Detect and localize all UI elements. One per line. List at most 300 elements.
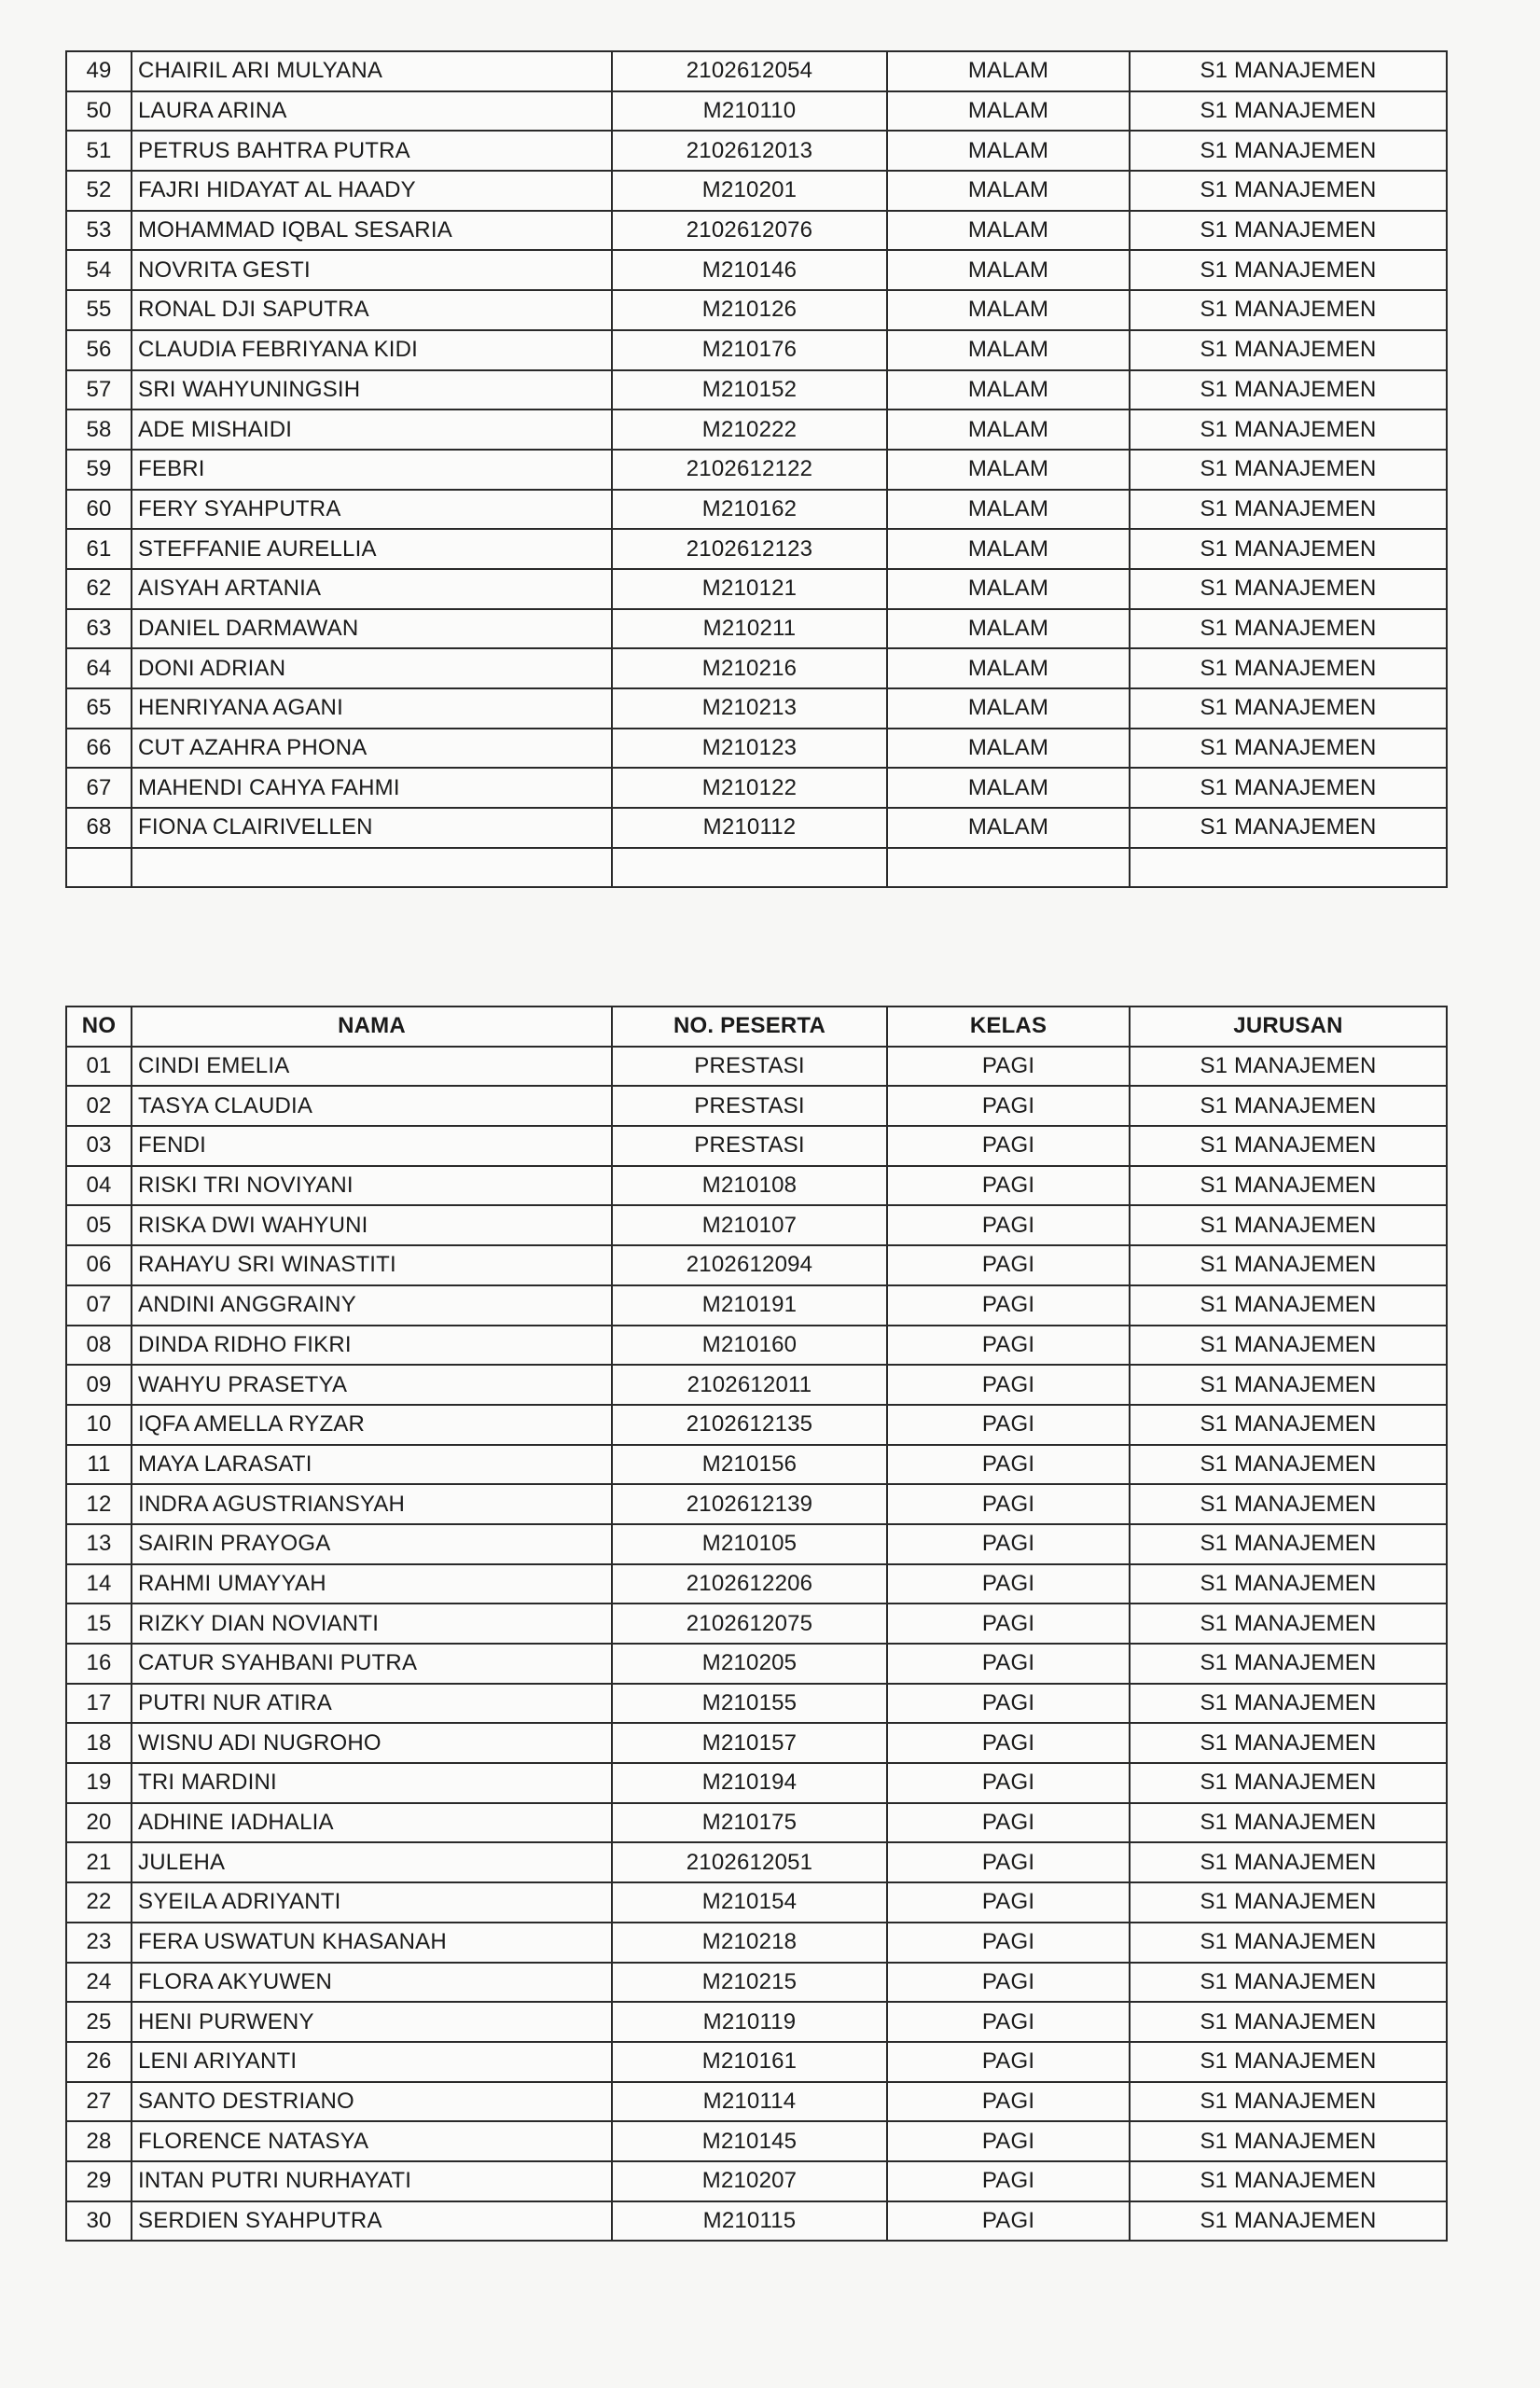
table-row [66, 1763, 1447, 1803]
row-number: 65 [66, 688, 132, 729]
class-session: PAGI [887, 1923, 1130, 1963]
class-session: PAGI [887, 2121, 1130, 2161]
participant-name [132, 848, 612, 888]
participant-name: CINDI EMELIA [132, 1047, 612, 1087]
study-program: S1 MANAJEMEN [1130, 1405, 1447, 1445]
table-row [66, 1126, 1447, 1166]
study-program: S1 MANAJEMEN [1130, 1882, 1447, 1923]
class-session: MALAM [887, 91, 1130, 132]
participant-name: IQFA AMELLA RYZAR [132, 1405, 612, 1445]
study-program: S1 MANAJEMEN [1130, 1963, 1447, 2003]
participant-name: RIZKY DIAN NOVIANTI [132, 1604, 612, 1644]
study-program: S1 MANAJEMEN [1130, 1763, 1447, 1803]
table-row [66, 688, 1447, 729]
class-session: MALAM [887, 51, 1130, 91]
participant-number [612, 848, 887, 888]
study-program: S1 MANAJEMEN [1130, 729, 1447, 769]
study-program: S1 MANAJEMEN [1130, 1285, 1447, 1326]
participant-number: 2102612076 [612, 211, 887, 251]
participant-number: 2102612013 [612, 131, 887, 171]
table-row [66, 2002, 1447, 2042]
study-program: S1 MANAJEMEN [1130, 450, 1447, 490]
participant-number: 2102612094 [612, 1245, 887, 1285]
participant-name: WAHYU PRASETYA [132, 1365, 612, 1405]
class-session: PAGI [887, 2002, 1130, 2042]
class-session [887, 848, 1130, 888]
table-row [66, 1803, 1447, 1843]
participant-name: FERA USWATUN KHASANAH [132, 1923, 612, 1963]
table-row [66, 1205, 1447, 1245]
participant-name: RISKI TRI NOVIYANI [132, 1166, 612, 1206]
study-program: S1 MANAJEMEN [1130, 1365, 1447, 1405]
row-number: 06 [66, 1245, 132, 1285]
table-row [66, 1723, 1447, 1763]
participant-number: M210145 [612, 2121, 887, 2161]
class-session: MALAM [887, 131, 1130, 171]
participant-name: FERY SYAHPUTRA [132, 490, 612, 530]
participant-number: M210222 [612, 410, 887, 450]
row-number: 16 [66, 1644, 132, 1684]
row-number: 02 [66, 1086, 132, 1126]
participant-name: FLORENCE NATASYA [132, 2121, 612, 2161]
participant-number: M210119 [612, 2002, 887, 2042]
table-row [66, 2121, 1447, 2161]
table-row [66, 51, 1447, 91]
row-number: 51 [66, 131, 132, 171]
class-session: MALAM [887, 290, 1130, 330]
class-session: MALAM [887, 768, 1130, 808]
row-number: 63 [66, 609, 132, 649]
row-number: 11 [66, 1445, 132, 1485]
class-session: MALAM [887, 330, 1130, 370]
table-row [66, 2082, 1447, 2122]
table-row [66, 1684, 1447, 1724]
study-program: S1 MANAJEMEN [1130, 2042, 1447, 2082]
header-no: NO [66, 1007, 132, 1047]
participant-number: 2102612011 [612, 1365, 887, 1405]
row-number: 55 [66, 290, 132, 330]
row-number: 64 [66, 648, 132, 688]
table-row [66, 1644, 1447, 1684]
study-program: S1 MANAJEMEN [1130, 1445, 1447, 1485]
class-session: MALAM [887, 808, 1130, 848]
participant-number: M210123 [612, 729, 887, 769]
participant-name: MAHENDI CAHYA FAHMI [132, 768, 612, 808]
study-program: S1 MANAJEMEN [1130, 2002, 1447, 2042]
participant-number: M210191 [612, 1285, 887, 1326]
row-number: 05 [66, 1205, 132, 1245]
study-program: S1 MANAJEMEN [1130, 131, 1447, 171]
participant-number: 2102612123 [612, 529, 887, 569]
participant-name: RAHAYU SRI WINASTITI [132, 1245, 612, 1285]
participant-number: M210126 [612, 290, 887, 330]
study-program: S1 MANAJEMEN [1130, 370, 1447, 410]
study-program: S1 MANAJEMEN [1130, 1205, 1447, 1245]
participant-number: M210205 [612, 1644, 887, 1684]
study-program: S1 MANAJEMEN [1130, 768, 1447, 808]
participant-name: CHAIRIL ARI MULYANA [132, 51, 612, 91]
class-session: MALAM [887, 569, 1130, 609]
class-session: PAGI [887, 1326, 1130, 1366]
row-number: 25 [66, 2002, 132, 2042]
study-program: S1 MANAJEMEN [1130, 1166, 1447, 1206]
participant-number: M210211 [612, 609, 887, 649]
study-program: S1 MANAJEMEN [1130, 1564, 1447, 1604]
participant-name: LAURA ARINA [132, 91, 612, 132]
class-session: MALAM [887, 250, 1130, 290]
row-number [66, 848, 132, 888]
study-program: S1 MANAJEMEN [1130, 490, 1447, 530]
row-number: 58 [66, 410, 132, 450]
header-nama: NAMA [132, 1007, 612, 1047]
study-program: S1 MANAJEMEN [1130, 211, 1447, 251]
participant-number: M210155 [612, 1684, 887, 1724]
participant-name: AISYAH ARTANIA [132, 569, 612, 609]
class-session: MALAM [887, 729, 1130, 769]
row-number: 56 [66, 330, 132, 370]
class-session: MALAM [887, 688, 1130, 729]
participant-number: M210115 [612, 2201, 887, 2242]
study-program: S1 MANAJEMEN [1130, 609, 1447, 649]
table-row [66, 1604, 1447, 1644]
participant-number: M210215 [612, 1963, 887, 2003]
participant-number: M210216 [612, 648, 887, 688]
participant-name: SANTO DESTRIANO [132, 2082, 612, 2122]
participant-name: HENRIYANA AGANI [132, 688, 612, 729]
row-number: 10 [66, 1405, 132, 1445]
table-row [66, 1285, 1447, 1326]
participant-number: M210160 [612, 1326, 887, 1366]
study-program: S1 MANAJEMEN [1130, 1047, 1447, 1087]
class-session: PAGI [887, 1644, 1130, 1684]
table-row [66, 1564, 1447, 1604]
participant-number: M210156 [612, 1445, 887, 1485]
participant-name: DONI ADRIAN [132, 648, 612, 688]
class-session: PAGI [887, 2201, 1130, 2242]
table-row [66, 1245, 1447, 1285]
study-program: S1 MANAJEMEN [1130, 1684, 1447, 1724]
row-number: 67 [66, 768, 132, 808]
participant-number: 2102612122 [612, 450, 887, 490]
participant-name: RONAL DJI SAPUTRA [132, 290, 612, 330]
participant-name: NOVRITA GESTI [132, 250, 612, 290]
participant-name: TRI MARDINI [132, 1763, 612, 1803]
class-session: PAGI [887, 1405, 1130, 1445]
table-row [66, 1086, 1447, 1126]
row-number: 14 [66, 1564, 132, 1604]
study-program: S1 MANAJEMEN [1130, 410, 1447, 450]
row-number: 15 [66, 1604, 132, 1644]
participant-number: M210110 [612, 91, 887, 132]
study-program: S1 MANAJEMEN [1130, 1086, 1447, 1126]
participant-name: RAHMI UMAYYAH [132, 1564, 612, 1604]
table-row [66, 330, 1447, 370]
study-program: S1 MANAJEMEN [1130, 529, 1447, 569]
participant-name: INTAN PUTRI NURHAYATI [132, 2161, 612, 2201]
participant-name: ADHINE IADHALIA [132, 1803, 612, 1843]
table-row [66, 1484, 1447, 1524]
participant-number: M210162 [612, 490, 887, 530]
study-program: S1 MANAJEMEN [1130, 330, 1447, 370]
table-row [66, 370, 1447, 410]
class-session: MALAM [887, 648, 1130, 688]
participant-name: DINDA RIDHO FIKRI [132, 1326, 612, 1366]
participant-number: 2102612051 [612, 1842, 887, 1882]
participant-name: PUTRI NUR ATIRA [132, 1684, 612, 1724]
table-row [66, 490, 1447, 530]
class-session: PAGI [887, 1126, 1130, 1166]
participant-number: M210122 [612, 768, 887, 808]
table-row [66, 1326, 1447, 1366]
study-program: S1 MANAJEMEN [1130, 648, 1447, 688]
participant-number: M210213 [612, 688, 887, 729]
table-row [66, 808, 1447, 848]
table-row [66, 1047, 1447, 1087]
row-number: 61 [66, 529, 132, 569]
table-body [66, 1047, 1447, 2242]
table-row [66, 848, 1447, 888]
class-session: MALAM [887, 490, 1130, 530]
class-session: PAGI [887, 1445, 1130, 1485]
table-row [66, 1842, 1447, 1882]
participant-number: M210121 [612, 569, 887, 609]
participant-number: M210161 [612, 2042, 887, 2082]
participant-number: PRESTASI [612, 1086, 887, 1126]
study-program: S1 MANAJEMEN [1130, 2082, 1447, 2122]
participant-name: CUT AZAHRA PHONA [132, 729, 612, 769]
table-row [66, 648, 1447, 688]
row-number: 27 [66, 2082, 132, 2122]
participant-name: HENI PURWENY [132, 2002, 612, 2042]
participant-number: M210152 [612, 370, 887, 410]
table-row [66, 290, 1447, 330]
participant-name: MOHAMMAD IQBAL SESARIA [132, 211, 612, 251]
table-row [66, 250, 1447, 290]
row-number: 08 [66, 1326, 132, 1366]
participant-number: 2102612054 [612, 51, 887, 91]
class-session: PAGI [887, 1684, 1130, 1724]
table-row [66, 1923, 1447, 1963]
class-session: PAGI [887, 1723, 1130, 1763]
participant-name: TASYA CLAUDIA [132, 1086, 612, 1126]
table-row [66, 729, 1447, 769]
table-row [66, 171, 1447, 211]
study-program: S1 MANAJEMEN [1130, 1245, 1447, 1285]
row-number: 01 [66, 1047, 132, 1087]
row-number: 49 [66, 51, 132, 91]
participant-number: M210108 [612, 1166, 887, 1206]
table-row [66, 2201, 1447, 2242]
table-row [66, 569, 1447, 609]
table-row [66, 211, 1447, 251]
participant-name: FAJRI HIDAYAT AL HAADY [132, 171, 612, 211]
class-session: PAGI [887, 1842, 1130, 1882]
row-number: 09 [66, 1365, 132, 1405]
participant-name: FIONA CLAIRIVELLEN [132, 808, 612, 848]
table-row [66, 1963, 1447, 2003]
row-number: 19 [66, 1763, 132, 1803]
study-program: S1 MANAJEMEN [1130, 91, 1447, 132]
study-program: S1 MANAJEMEN [1130, 1644, 1447, 1684]
table-row [66, 450, 1447, 490]
table-row [66, 1365, 1447, 1405]
study-program: S1 MANAJEMEN [1130, 1326, 1447, 1366]
study-program: S1 MANAJEMEN [1130, 290, 1447, 330]
class-session: PAGI [887, 2042, 1130, 2082]
table-row [66, 2042, 1447, 2082]
header-no-peserta: NO. PESERTA [612, 1007, 887, 1047]
participant-name: DANIEL DARMAWAN [132, 609, 612, 649]
participant-number: 2102612206 [612, 1564, 887, 1604]
class-session: MALAM [887, 529, 1130, 569]
row-number: 50 [66, 91, 132, 132]
table-row [66, 529, 1447, 569]
study-program: S1 MANAJEMEN [1130, 569, 1447, 609]
class-session: PAGI [887, 2082, 1130, 2122]
class-session: PAGI [887, 1205, 1130, 1245]
participant-name: SERDIEN SYAHPUTRA [132, 2201, 612, 2242]
header-kelas: KELAS [887, 1007, 1130, 1047]
participant-number: 2102612139 [612, 1484, 887, 1524]
row-number: 23 [66, 1923, 132, 1963]
table-row [66, 609, 1447, 649]
participant-name: WISNU ADI NUGROHO [132, 1723, 612, 1763]
row-number: 24 [66, 1963, 132, 2003]
class-session: PAGI [887, 1285, 1130, 1326]
participant-number: M210218 [612, 1923, 887, 1963]
row-number: 21 [66, 1842, 132, 1882]
participant-number: M210207 [612, 2161, 887, 2201]
participant-number: M210157 [612, 1723, 887, 1763]
participant-number: M210154 [612, 1882, 887, 1923]
class-session: PAGI [887, 1086, 1130, 1126]
participant-name: LENI ARIYANTI [132, 2042, 612, 2082]
participant-table-continued [65, 50, 1448, 888]
participant-number: 2102612075 [612, 1604, 887, 1644]
participant-name: FENDI [132, 1126, 612, 1166]
study-program: S1 MANAJEMEN [1130, 2121, 1447, 2161]
study-program: S1 MANAJEMEN [1130, 1842, 1447, 1882]
participant-name: INDRA AGUSTRIANSYAH [132, 1484, 612, 1524]
row-number: 13 [66, 1524, 132, 1564]
participant-name: SRI WAHYUNINGSIH [132, 370, 612, 410]
study-program: S1 MANAJEMEN [1130, 2161, 1447, 2201]
class-session: MALAM [887, 211, 1130, 251]
study-program: S1 MANAJEMEN [1130, 1923, 1447, 1963]
table-row [66, 1166, 1447, 1206]
participant-number: M210105 [612, 1524, 887, 1564]
class-session: PAGI [887, 1245, 1130, 1285]
class-session: PAGI [887, 1365, 1130, 1405]
row-number: 68 [66, 808, 132, 848]
participant-name: CLAUDIA FEBRIYANA KIDI [132, 330, 612, 370]
table-row [66, 131, 1447, 171]
row-number: 26 [66, 2042, 132, 2082]
table-row [66, 1524, 1447, 1564]
row-number: 12 [66, 1484, 132, 1524]
class-session: MALAM [887, 410, 1130, 450]
row-number: 17 [66, 1684, 132, 1724]
row-number: 54 [66, 250, 132, 290]
row-number: 62 [66, 569, 132, 609]
study-program: S1 MANAJEMEN [1130, 51, 1447, 91]
participant-name: FEBRI [132, 450, 612, 490]
class-session: PAGI [887, 1763, 1130, 1803]
table-row [66, 410, 1447, 450]
class-session: PAGI [887, 2161, 1130, 2201]
study-program: S1 MANAJEMEN [1130, 2201, 1447, 2242]
participant-name: SYEILA ADRIYANTI [132, 1882, 612, 1923]
study-program: S1 MANAJEMEN [1130, 250, 1447, 290]
class-session: PAGI [887, 1963, 1130, 2003]
header-row [66, 1007, 1447, 1047]
row-number: 28 [66, 2121, 132, 2161]
participant-name: JULEHA [132, 1842, 612, 1882]
participant-name: ADE MISHAIDI [132, 410, 612, 450]
class-session: MALAM [887, 609, 1130, 649]
participant-table-pagi [65, 1006, 1448, 2242]
participant-name: ANDINI ANGGRAINY [132, 1285, 612, 1326]
study-program: S1 MANAJEMEN [1130, 1126, 1447, 1166]
row-number: 29 [66, 2161, 132, 2201]
row-number: 30 [66, 2201, 132, 2242]
class-session: PAGI [887, 1524, 1130, 1564]
table-row [66, 91, 1447, 132]
participant-number: M210107 [612, 1205, 887, 1245]
row-number: 57 [66, 370, 132, 410]
participant-number: M210175 [612, 1803, 887, 1843]
study-program: S1 MANAJEMEN [1130, 1524, 1447, 1564]
class-session: MALAM [887, 450, 1130, 490]
participant-number: M210112 [612, 808, 887, 848]
class-session: PAGI [887, 1604, 1130, 1644]
table-row [66, 1445, 1447, 1485]
participant-number: M210201 [612, 171, 887, 211]
class-session: PAGI [887, 1803, 1130, 1843]
class-session: MALAM [887, 370, 1130, 410]
study-program: S1 MANAJEMEN [1130, 1803, 1447, 1843]
study-program: S1 MANAJEMEN [1130, 688, 1447, 729]
study-program: S1 MANAJEMEN [1130, 171, 1447, 211]
participant-name: SAIRIN PRAYOGA [132, 1524, 612, 1564]
study-program: S1 MANAJEMEN [1130, 1484, 1447, 1524]
participant-number: PRESTASI [612, 1126, 887, 1166]
table-row [66, 1882, 1447, 1923]
row-number: 59 [66, 450, 132, 490]
study-program: S1 MANAJEMEN [1130, 1723, 1447, 1763]
row-number: 18 [66, 1723, 132, 1763]
participant-name: FLORA AKYUWEN [132, 1963, 612, 2003]
row-number: 20 [66, 1803, 132, 1843]
row-number: 66 [66, 729, 132, 769]
participant-name: CATUR SYAHBANI PUTRA [132, 1644, 612, 1684]
table-header [66, 1007, 1447, 1047]
class-session: PAGI [887, 1166, 1130, 1206]
row-number: 03 [66, 1126, 132, 1166]
row-number: 60 [66, 490, 132, 530]
participant-number: M210176 [612, 330, 887, 370]
class-session: MALAM [887, 171, 1130, 211]
class-session: PAGI [887, 1882, 1130, 1923]
participant-name: STEFFANIE AURELLIA [132, 529, 612, 569]
class-session: PAGI [887, 1047, 1130, 1087]
table-row [66, 768, 1447, 808]
table-row [66, 1405, 1447, 1445]
study-program: S1 MANAJEMEN [1130, 1604, 1447, 1644]
class-session: PAGI [887, 1564, 1130, 1604]
table-body [66, 51, 1447, 887]
participant-number: M210146 [612, 250, 887, 290]
